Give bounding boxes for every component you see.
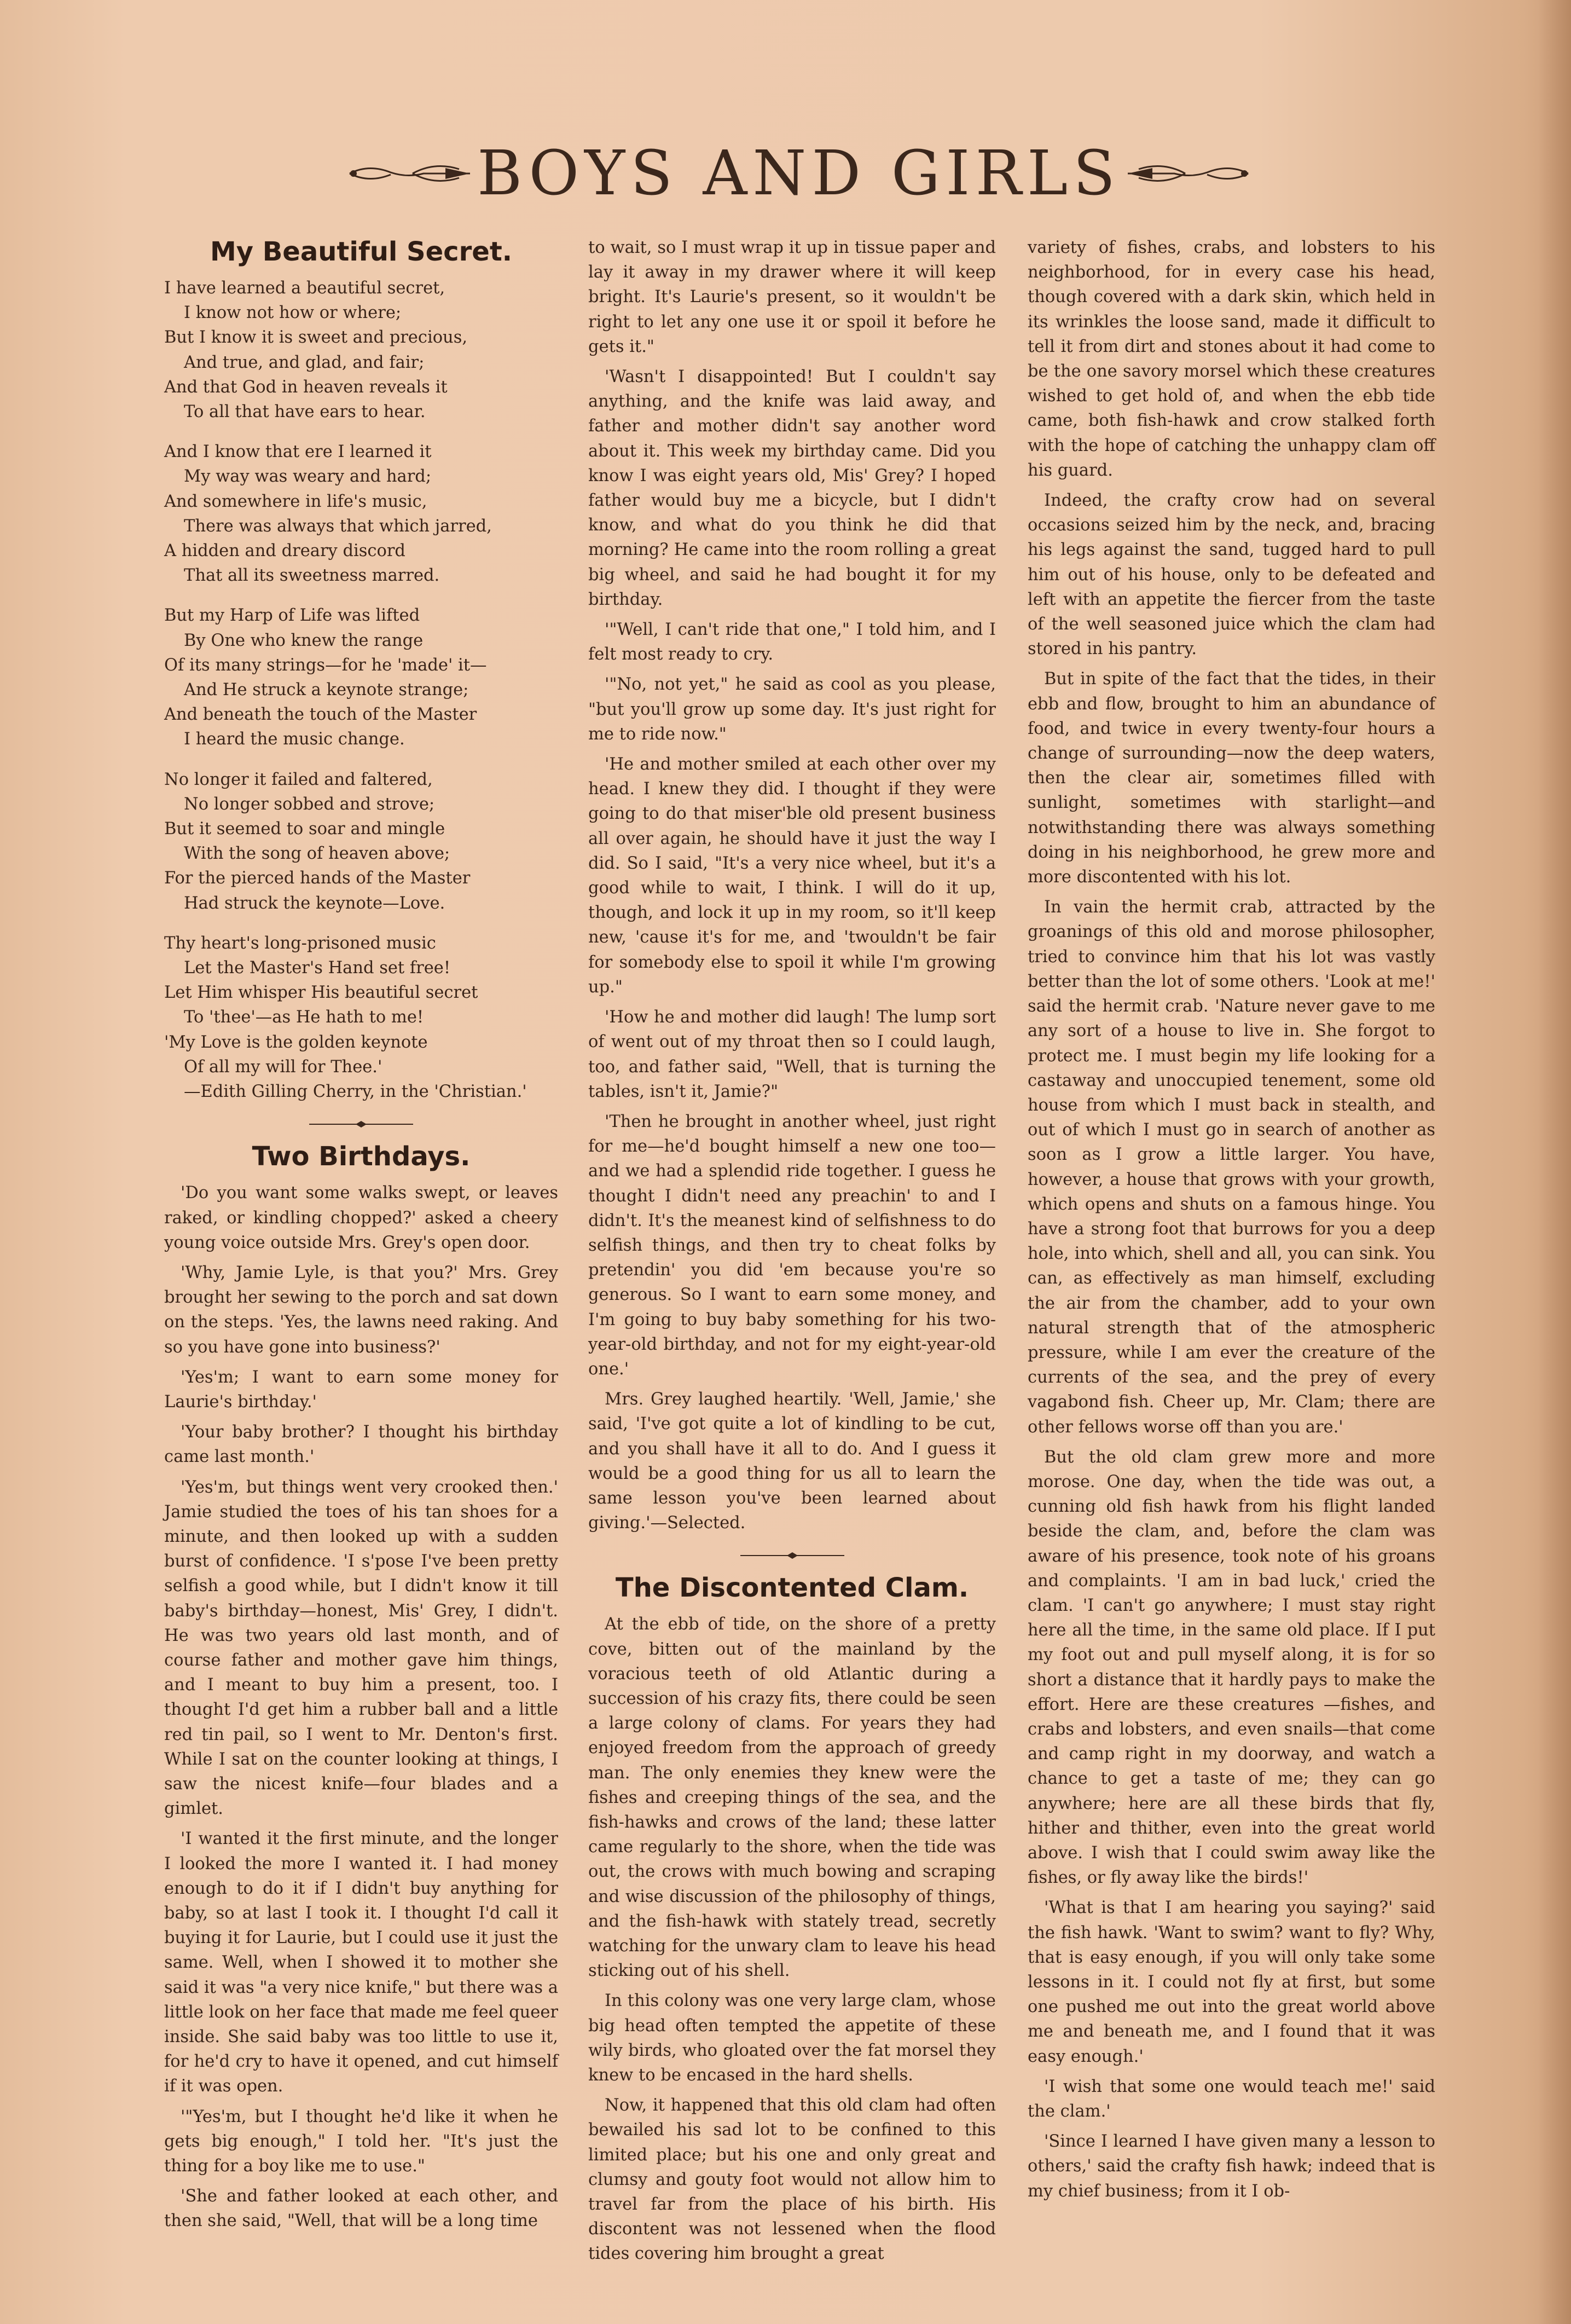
story1-paragraph: 'Do you want some walks swept, or leaves raked, or kindling chopped?' asked a cheery young voice outside Mrs. Grey's open door. bbox=[164, 1183, 558, 1252]
left-ornament-icon bbox=[347, 157, 473, 190]
story1-paragraph: 'How he and mother did laugh! The lump sort of went out of my throat then so I could laugh, too, and father said, "Well, that is turning the tables, isn't it, Jamie?" bbox=[588, 1008, 996, 1101]
story1-paragraph: '"Yes'm, but I thought he'd like it when he gets big enough," I told her. "It's just the thing for a boy like me to use." bbox=[164, 2107, 558, 2176]
poem-title: My Beautiful Secret. bbox=[210, 236, 513, 267]
poem-line: And that God in heaven reveals it bbox=[164, 377, 448, 397]
poem-stanza bbox=[164, 931, 558, 1079]
story1-paragraph: 'Why, Jamie Lyle, is that you?' Mrs. Grey brought her sewing to the porch and sat down on the steps. 'Yes, the lawns need raking. And so you have gone into business?' bbox=[164, 1263, 558, 1357]
poem-line: Let Him whisper His beautiful secret bbox=[164, 983, 478, 1003]
section-divider-icon bbox=[309, 1120, 413, 1128]
story1-paragraph: to wait, so I must wrap it up in tissue paper and lay it away in my drawer where it will keep bright. It's Laurie's present, so it wouldn't be right to let any one use it or spoil it before he gets it." bbox=[588, 238, 996, 356]
story2-title: The Discontented Clam. bbox=[615, 1573, 969, 1604]
poem-line: There was always that which jarred, bbox=[184, 516, 492, 536]
story1-title: Two Birthdays. bbox=[252, 1141, 471, 1172]
story1-paragraph: 'Yes'm, but things went very crooked then.' Jamie studied the toes of his tan shoes for a minute, and then looked up with a sudden burst of confidence. 'I s'pose I've been pretty selfish a good while, but I didn't know it till baby's birthday—honest, Mis' Grey, I didn't. He was two years old last month, and of course father and mother gave him things, and I meant to buy him a present, too. I thought I'd get him a rubber ball and a little red tin pail, so I went to Mr. Denton's first. While I sat on the counter looking at things, I saw the nicest knife—four blades and a gimlet. bbox=[164, 1477, 558, 1819]
page-edge-shadow bbox=[1538, 0, 1571, 2324]
poem-line: For the pierced hands of the Master bbox=[164, 869, 471, 888]
story1-paragraph: Mrs. Grey laughed heartily. 'Well, Jamie,' she said, 'I've got quite a lot of kindling to be cut, and you shall have it all to do. And I guess it would be a good thing for us all to learn the same lesson you've been learned about giving.'—Selected. bbox=[588, 1390, 996, 1533]
poem-stanza bbox=[164, 767, 558, 916]
section-divider-icon bbox=[740, 1552, 844, 1559]
poem-line: And beneath the touch of the Master bbox=[164, 705, 477, 725]
column-1 bbox=[164, 235, 558, 2239]
poem-line: But I know it is sweet and precious, bbox=[164, 328, 468, 348]
poem-line: To 'thee'—as He hath to me! bbox=[184, 1008, 424, 1027]
poem-line: A hidden and dreary discord bbox=[164, 541, 405, 561]
story2-paragraph: Indeed, the crafty crow had on several occasions seized him by the neck, and, bracing his legs against the sand, tugged hard to pull him out of his house, only to be defeated and left with an appetite the fiercer from the taste of the well seasoned juice which the clam had stored in his pantry. bbox=[1028, 491, 1435, 659]
poem-line: No longer it failed and faltered, bbox=[164, 770, 433, 789]
poem-line: No longer sobbed and strove; bbox=[184, 794, 435, 814]
poem-stanza bbox=[164, 276, 558, 424]
poem-line: 'My Love is the golden keynote bbox=[164, 1032, 428, 1052]
story1-paragraph: '"No, not yet," he said as cool as you please, "but you'll grow up some day. It's just right for me to ride now." bbox=[588, 675, 996, 744]
poem-stanza bbox=[164, 603, 558, 751]
story1-paragraph: 'I wanted it the first minute, and the longer I looked the more I wanted it. I had money enough to do it if I didn't buy anything for baby, so at last I took it. I thought I'd call it buying it for Laurie, but I could use it just the same. Well, when I showed it to mother she said it was "a very nice knife," but there was a little look on her face that made me feel queer inside. She said baby was too little to use it, for he'd cry to have it opened, and cut himself if it was open. bbox=[164, 1829, 558, 2096]
story2-paragraph: In vain the hermit crab, attracted by the groanings of this old and morose philosopher, tried to convince him that his lot was vastly better than the lot of some others. 'Look at me!' said the hermit crab. 'Nature never gave to me any sort of a house to live in. She forgot to protect me. I must begin my life looking for a castaway and unoccupied tenement, some old house from which I must back in stealth, and out of which I must go in search of another as soon as I grow a little larger. You have, however, a house that grows with your growth, which opens and shuts on a famous hinge. You have a strong foot that burrows for you a deep hole, into which, shell and all, you can sink. You can, as effectively as man himself, excluding the air from the chamber, add to your own natural strength that of the atmospheric pressure, while I am ever the creature of the currents of the sea, and the prey of every vagabond fish. Cheer up, Mr. Clam; there are other fellows worse off than you are.' bbox=[1028, 898, 1435, 1437]
story2-paragraph: variety of fishes, crabs, and lobsters to his neighborhood, for in every case his head, though covered with a dark skin, which held in its wrinkles the loose sand, made it difficult to tell it from dirt and stones about it had come to be the one savory morsel which these creatures wished to get hold of, and when the ebb tide came, both fish-hawk and crow stalked forth with the hope of catching the unhappy clam off his guard. bbox=[1028, 238, 1435, 480]
story1-paragraph: 'He and mother smiled at each other over my head. I knew they did. I thought if they were going to do that miser'ble old present business all over again, he should have it just the way I did. So I said, "It's a very nice wheel, but it's a good while to wait, I think. I will do it up, though, and lock it up in my room, so it'll keep new, 'cause it's for me, and 'twouldn't be fair for somebody else to spoil it while I'm growing up." bbox=[588, 755, 996, 997]
column-3 bbox=[1028, 235, 1435, 2209]
poem-line: That all its sweetness marred. bbox=[184, 566, 440, 586]
poem-line: Let the Master's Hand set free! bbox=[184, 958, 451, 978]
story2-paragraph: But in spite of the fact that the tides, in their ebb and flow, brought to him an abundance of food, and twice in every twenty-four hours a change of surrounding—now the deep waters, then the clear air, sometimes filled with sunlight, sometimes with starlight—and notwithstanding there was always something doing in his neighborhood, he grew more and more discontented with his lot. bbox=[1028, 669, 1435, 887]
poem-line: But it seemed to soar and mingle bbox=[164, 819, 445, 839]
story2-paragraph: But the old clam grew more and more morose. One day, when the tide was out, a cunning old fish hawk from his flight landed beside the clam, and, before the clam was aware of his presence, took note of his groans and complaints. 'I am in bad luck,' cried the clam. 'I can't go anywhere; I must stay right here all the time, in the same old place. If I put my foot out and pull myself along, it is for so short a distance that it hardly pays to make the effort. Here are these creatures —fishes, and crabs and lobsters, and even snails—that come and camp right in my doorway, and watch a chance to get a taste of me; they can go anywhere; here are all these birds that fly, hither and thither, even into the great world above. I wish that I could swim away like the fishes, or fly away like the birds!' bbox=[1028, 1447, 1435, 1888]
poem-line: I heard the music change. bbox=[184, 730, 405, 749]
poem-attribution: —Edith Gilling Cherry, in the 'Christian.' bbox=[184, 1082, 527, 1102]
right-ornament-icon bbox=[1125, 157, 1251, 190]
story1-paragraph: 'Yes'm; I want to earn some money for Laurie's birthday.' bbox=[164, 1367, 558, 1412]
story2-paragraph: In this colony was one very large clam, whose big head often tempted the appetite of these wily birds, who gloated over the fat morsel they knew to be encased in the hard shells. bbox=[588, 1991, 996, 2085]
poem-line: To all that have ears to hear. bbox=[184, 402, 426, 422]
story2-paragraph: 'Since I learned I have given many a lesson to others,' said the crafty fish hawk; indeed that is my chief business; from it I ob- bbox=[1028, 2132, 1435, 2201]
poem-line: By One who knew the range bbox=[184, 631, 424, 650]
section-masthead bbox=[285, 138, 1313, 209]
poem-line: I know not how or where; bbox=[184, 303, 402, 323]
poem-line: And I know that ere I learned it bbox=[164, 442, 432, 462]
story1-paragraph: '"Well, I can't ride that one," I told him, and I felt most ready to cry. bbox=[588, 620, 996, 664]
masthead-title: BOYS AND GIRLS bbox=[477, 138, 1121, 209]
poem-line: Thy heart's long-prisoned music bbox=[164, 933, 436, 953]
poem-line: Of its many strings—for he 'made' it— bbox=[164, 655, 487, 675]
poem-line: And true, and glad, and fair; bbox=[184, 352, 425, 372]
story1-paragraph: 'Then he brought in another wheel, just right for me—he'd bought himself a new one too—and we had a splendid ride together. I guess he thought I didn't need any preachin' to and I didn't. It's the meanest kind of selfishness to do selfish things, and then try to cheat folks by pretendin' you did 'em because you're so generous. So I want to earn some money, and I'm going to buy baby something for his two-year-old birthday, and not for my eight-year-old one.' bbox=[588, 1112, 996, 1379]
poem-line: Had struck the keynote—Love. bbox=[184, 893, 445, 913]
story1-paragraph: 'Wasn't I disappointed! But I couldn't say anything, and the knife was laid away, and father and mother didn't say another word about it. This week my birthday came. Did you know I was eight years old, Mis' Grey? I hoped father would buy me a bicycle, but I didn't know, and what do you think he did that morning? He came into the room rolling a great big wheel, and said he had bought it for my birthday. bbox=[588, 367, 996, 609]
poem-line: Of all my will for Thee.' bbox=[184, 1057, 382, 1077]
story2-paragraph: At the ebb of tide, on the shore of a pretty cove, bitten out of the mainland by the voracious teeth of old Atlantic during a succession of his crazy fits, there could be seen a large colony of clams. For years they had enjoyed freedom from the approach of greedy man. The only enemies they knew were the fishes and creeping things of the sea, and the fish-hawks and crows of the land; these latter came regularly to the shore, when the tide was out, the crows with much bowing and scraping and wise discussion of the philosophy of things, and the fish-hawk with stately tread, secretly watching for the unwary clam to leave his head sticking out of his shell. bbox=[588, 1615, 996, 1981]
story2-paragraph: Now, it happened that this old clam had often bewailed his sad lot to be confined to this limited place; but his one and only great and clumsy and gouty foot would not allow him to travel far from the place of his birth. His discontent was not lessened when the flood tides covering him brought a great bbox=[588, 2096, 996, 2264]
poem-line: And He struck a keynote strange; bbox=[184, 680, 469, 700]
story1-paragraph: 'Your baby brother? I thought his birthday came last month.' bbox=[164, 1423, 558, 1467]
story2-paragraph: 'I wish that some one would teach me!' said the clam.' bbox=[1028, 2077, 1435, 2121]
poem-line: My way was weary and hard; bbox=[184, 467, 432, 487]
poem-line: I have learned a beautiful secret, bbox=[164, 279, 445, 298]
poem-stanza bbox=[164, 440, 558, 588]
story2-paragraph: 'What is that I am hearing you saying?' said the fish hawk. 'Want to swim? want to fly? Why, that is easy enough, if you will only take some lessons in it. I could not fly at first, but some one pushed me out into the great world above me and beneath me, and I found that it was easy enough.' bbox=[1028, 1898, 1435, 2066]
story1-paragraph: 'She and father looked at each other, and then she said, "Well, that will be a long time bbox=[164, 2187, 558, 2231]
column-2 bbox=[588, 235, 996, 2272]
poem-body bbox=[164, 276, 558, 1104]
poem-line: With the song of heaven above; bbox=[184, 844, 450, 864]
poem-line: And somewhere in life's music, bbox=[164, 492, 427, 511]
poem-line: But my Harp of Life was lifted bbox=[164, 606, 420, 626]
